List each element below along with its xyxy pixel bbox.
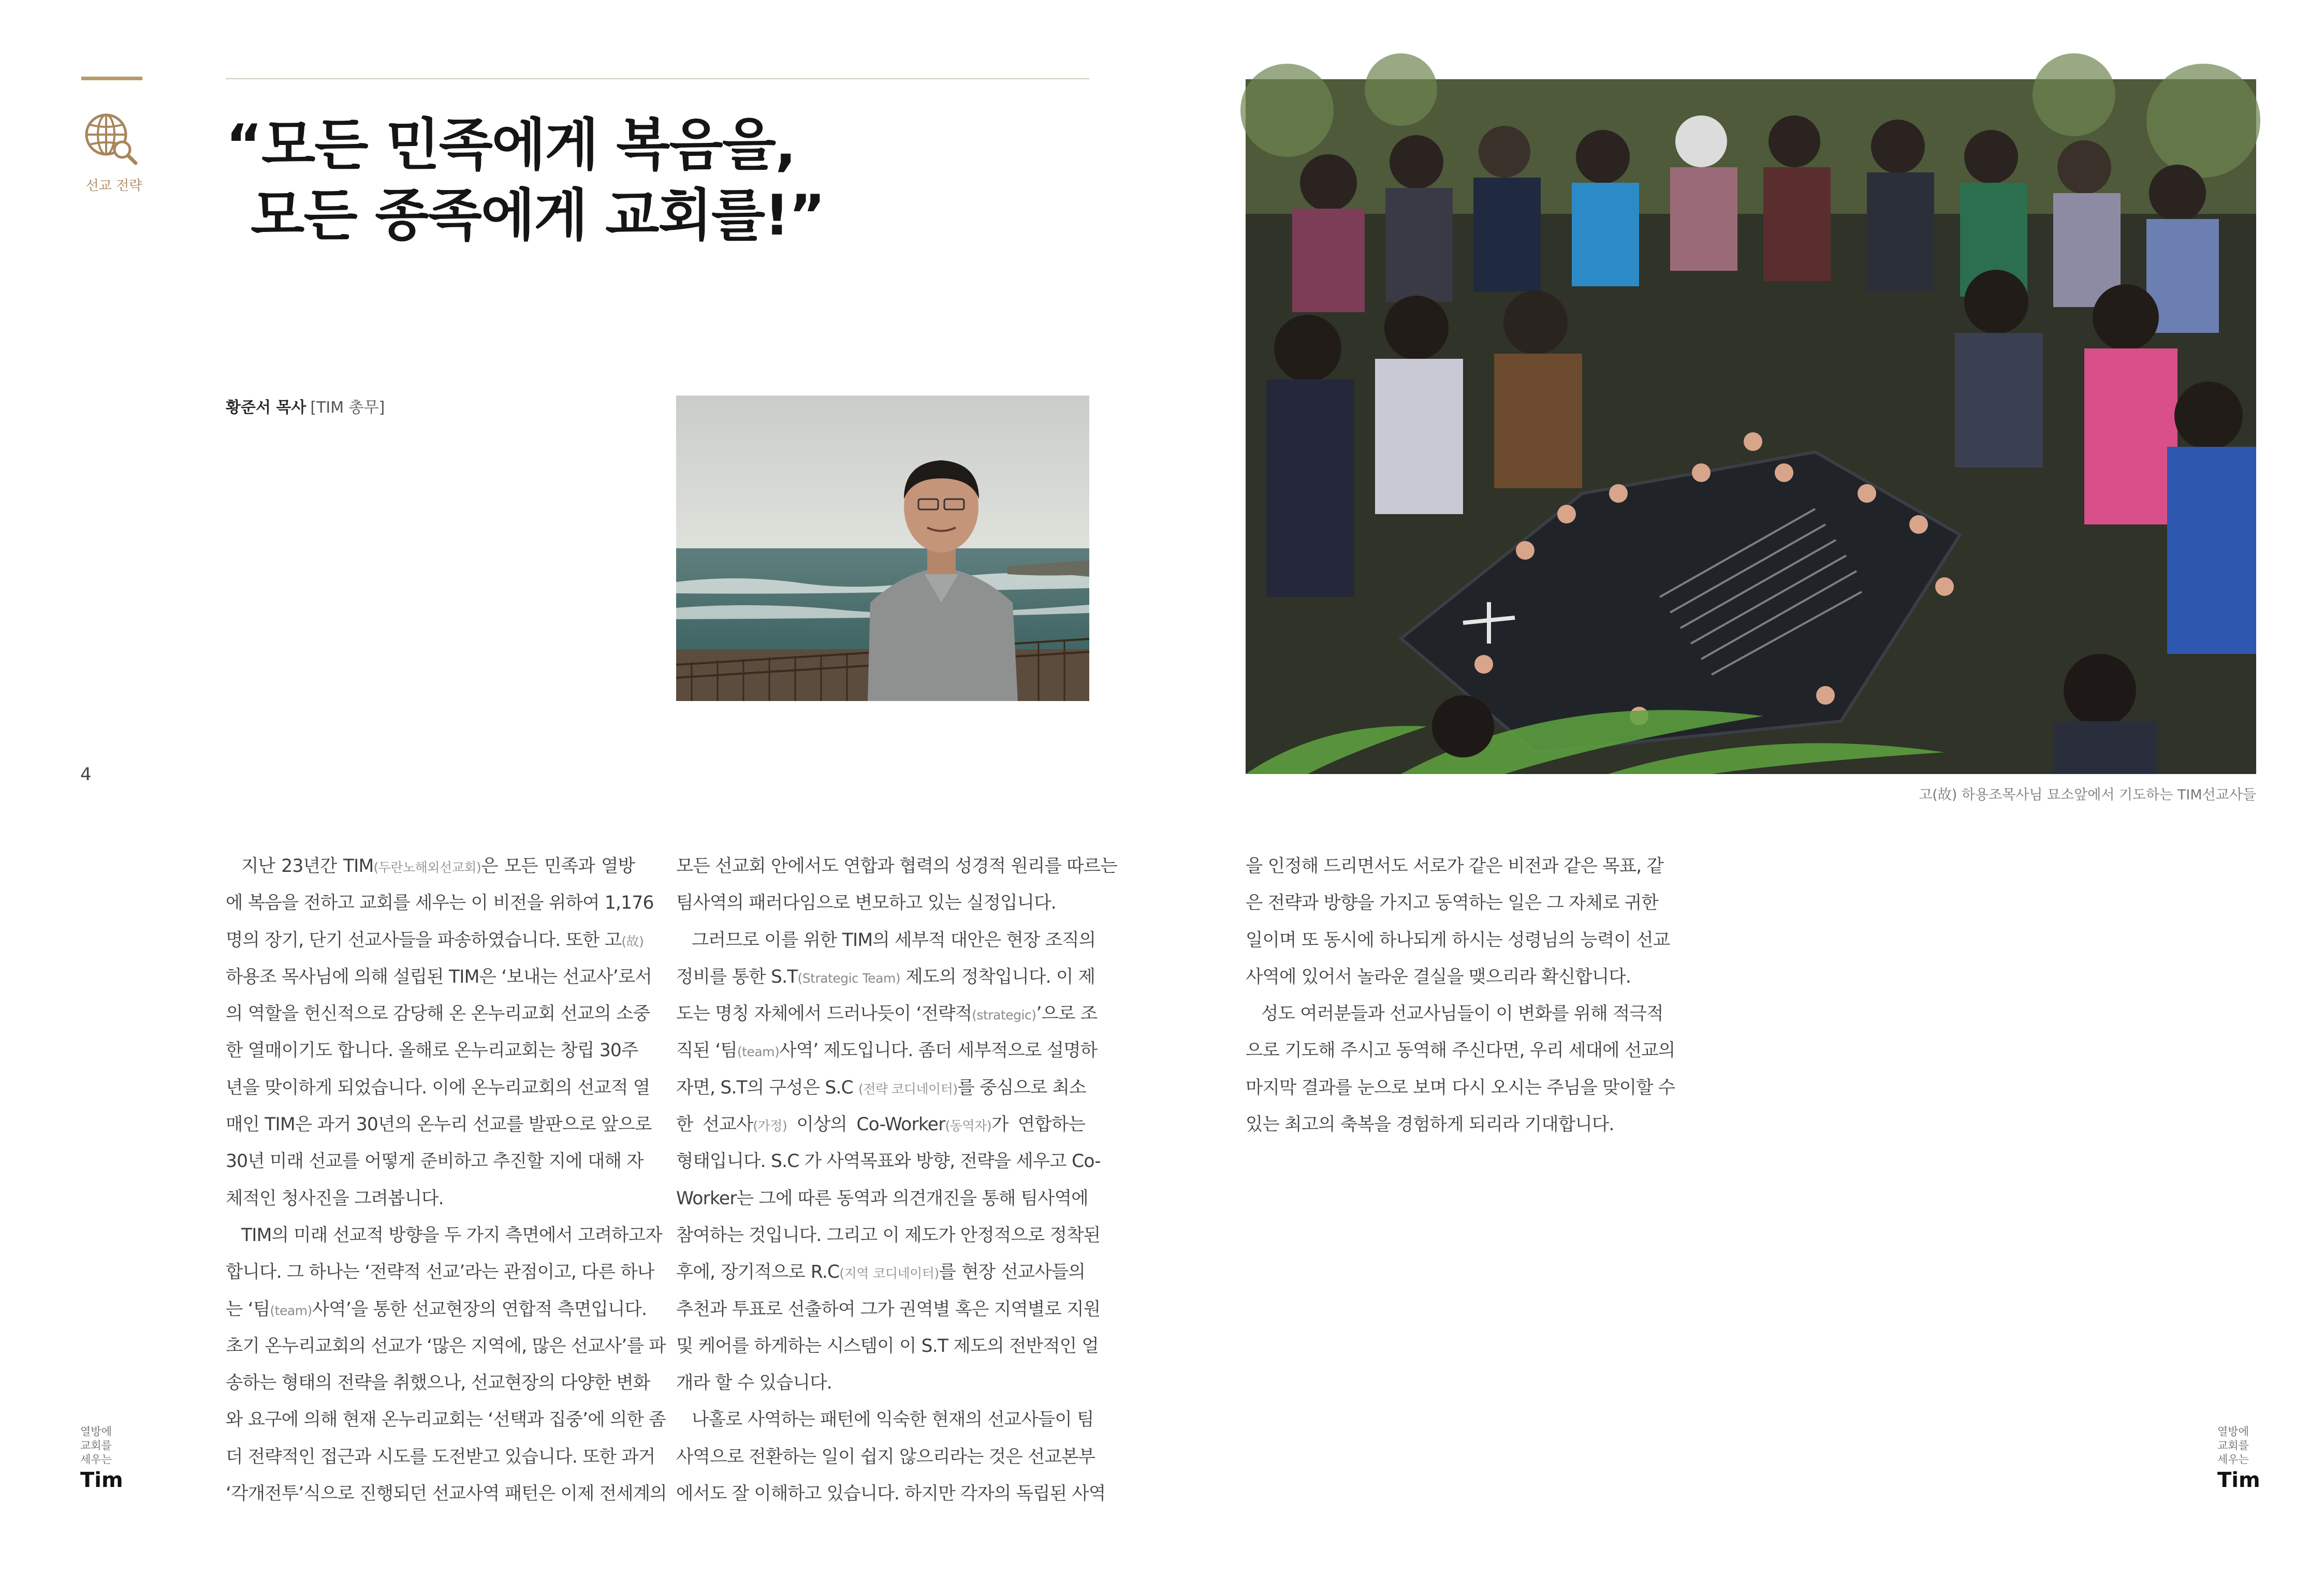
headline-line-2: 모든 종족에게 교회를!”: [251, 183, 825, 248]
body-text: 은 모든 민족과 열방: [481, 856, 635, 877]
body-line: [676, 1291, 1101, 1328]
body-line: [1246, 848, 1664, 885]
body-annotation: (strategic): [972, 1008, 1036, 1023]
body-line: [226, 1180, 635, 1217]
body-line: [226, 1254, 654, 1291]
body-text: 하용조 목사님에 의해 설립된 TIM은 ‘보내는 선교사’로서: [226, 966, 652, 987]
body-line: [676, 996, 1098, 1032]
body-line: [226, 959, 652, 996]
body-text: 를 현장 선교사들의: [939, 1262, 1085, 1283]
brand-tag-line: 세우는: [80, 1453, 112, 1466]
body-text: 명의 장기, 단기 선교사들을 파송하였습니다. 또한 고: [226, 929, 622, 951]
body-line: [226, 1032, 638, 1069]
body-text: 팀사역의 패러다임으로 변모하고 있는 실정입니다.: [676, 893, 1056, 914]
body-line: [676, 848, 1117, 885]
body-text: 정비를 통한 S.T: [676, 966, 798, 987]
body-line: [1246, 885, 1658, 922]
body-text: 를 중심으로 최소: [957, 1077, 1086, 1098]
body-text: 는 ‘팀: [226, 1299, 270, 1320]
body-line: [226, 885, 654, 922]
brand-tag-line: 교회를: [80, 1439, 112, 1452]
body-annotation: (Strategic Team): [797, 970, 901, 986]
body-column-1: [226, 848, 667, 1512]
body-line: [676, 1402, 1094, 1438]
brand-tag-line: 열방에: [80, 1425, 112, 1438]
body-line: [1246, 959, 1655, 996]
body-line: [1246, 1070, 1675, 1106]
body-text: ‘각개전투’식으로 진행되던 선교사역 패턴은 이제 전세계의: [226, 1483, 667, 1505]
body-text: 및 케어를 하게하는 시스템이 이 S.T 제도의 전반적인 얼: [676, 1335, 1099, 1356]
body-annotation: (동역자): [945, 1118, 992, 1134]
body-line: [226, 1402, 666, 1438]
body-text: 추천과 투표로 선출하여 그가 권역별 혹은 지역별로 지원: [676, 1299, 1101, 1320]
body-text: 그러므로 이를 위한 TIM의 세부적 대안은 현장 조직의: [692, 929, 1096, 951]
body-text: 한 선교사: [676, 1114, 753, 1135]
body-line: [226, 1439, 655, 1476]
body-text: 으로 기도해 주시고 동역해 주신다면, 우리 세대에 선교의: [1246, 1040, 1675, 1061]
body-text: 모든 선교회 안에서도 연합과 협력의 성경적 원리를 따르는: [676, 856, 1117, 877]
body-text: 일이며 또 동시에 하나되게 하시는 성령님의 능력이 선교: [1246, 929, 1670, 951]
body-text: 합니다. 그 하나는 ‘전략적 선교’라는 관점이고, 다른 하나: [226, 1262, 654, 1283]
body-line: [226, 1106, 652, 1143]
body-line: [226, 1365, 650, 1402]
body-text: 나홀로 사역하는 패턴에 익숙한 현재의 선교사들이 팀: [692, 1409, 1094, 1431]
body-text: TIM의 미래 선교적 방향을 두 가지 측면에서 고려하고자: [241, 1224, 662, 1246]
body-text: 직된 ‘팀: [676, 1040, 737, 1061]
body-line: [676, 1365, 1085, 1402]
section-label: 선교 전략: [85, 178, 142, 194]
author-byline: [226, 395, 385, 417]
body-text: 사역에 있어서 놀라운 결실을 맺으리라 확신합니다.: [1246, 966, 1631, 987]
body-line: [676, 1032, 1098, 1069]
brand-left: [80, 1425, 132, 1493]
body-text: 성도 여러분들과 선교사님들이 이 변화를 위해 적극적: [1261, 1003, 1663, 1025]
body-line: [676, 885, 1085, 922]
body-text: 매인 TIM은 과거 30년의 온누리 선교를 발판으로 앞으로: [226, 1114, 652, 1135]
author-portrait-photo: [676, 396, 1089, 701]
body-line: [676, 1254, 1085, 1291]
body-line: [676, 1439, 1095, 1476]
brand-logo: Tim: [80, 1468, 123, 1492]
body-text: 지난 23년간 TIM: [241, 856, 374, 877]
body-line: [676, 1328, 1099, 1365]
brand-tag-line: 세우는: [2217, 1453, 2249, 1466]
brand-right: [2217, 1425, 2269, 1493]
body-text: 있는 최고의 축복을 경험하게 되리라 기대합니다.: [1246, 1114, 1614, 1135]
body-text: 마지막 결과를 눈으로 보며 다시 오시는 주님을 맞이할 수: [1246, 1077, 1675, 1098]
section-rule: [81, 77, 142, 80]
body-text: 에서도 잘 이해하고 있습니다. 하지만 각자의 독립된 사역: [676, 1483, 1106, 1505]
body-annotation: (지역 코디네이터): [839, 1266, 939, 1281]
body-column-3: [1246, 848, 1675, 1143]
body-line: [226, 1476, 667, 1512]
photo-caption: 고(故) 하용조목사님 묘소앞에서 기도하는 TIM선교사들: [1919, 787, 2256, 803]
body-text: 년을 맞이하게 되었습니다. 이에 온누리교회의 선교적 열: [226, 1077, 650, 1098]
brand-tag-line: 열방에: [2217, 1425, 2249, 1438]
body-line: [226, 1291, 647, 1328]
body-text: 에 복음을 전하고 교회를 세우는 이 비전을 위하여 1,176: [226, 893, 654, 914]
header-rule: [226, 78, 1089, 79]
brand-logo: Tim: [2217, 1468, 2260, 1492]
body-text: 초기 온누리교회의 선교가 ‘많은 지역에, 많은 선교사’를 파: [226, 1335, 666, 1356]
body-line: [1246, 922, 1670, 959]
body-text: 형태입니다. S.C 가 사역목표와 방향, 전략을 세우고 Co-: [676, 1151, 1101, 1172]
body-line: [226, 996, 650, 1032]
body-line: [1246, 996, 1663, 1032]
body-annotation: (전략 코디네이터): [858, 1081, 958, 1097]
body-annotation: (가정): [753, 1118, 787, 1134]
body-line: [676, 1143, 1101, 1180]
body-text: 을 인정해 드리면서도 서로가 같은 비전과 같은 목표, 같: [1246, 856, 1664, 877]
body-line: [226, 1328, 666, 1365]
body-annotation: (team): [270, 1303, 312, 1318]
body-text: 한 열매이기도 합니다. 올해로 온누리교회는 창립 30주: [226, 1040, 638, 1061]
body-line: [676, 1180, 1088, 1217]
body-text: 제도의 정착입니다. 이 제: [900, 966, 1095, 987]
body-text: Worker는 그에 따른 동역과 의견개진을 통해 팀사역에: [676, 1188, 1088, 1209]
body-line: [676, 922, 1096, 959]
body-text: 30년 미래 선교를 어떻게 준비하고 추진할 지에 대해 자: [226, 1151, 644, 1172]
body-text: 이상의 Co-Worker: [787, 1114, 945, 1135]
body-text: 사역’ 제도입니다. 좀더 세부적으로 설명하: [779, 1040, 1098, 1061]
body-line: [1246, 1032, 1675, 1069]
body-line: [226, 1217, 662, 1254]
body-line: [676, 1217, 1101, 1254]
body-column-2: [676, 848, 1117, 1512]
body-annotation: (team): [737, 1044, 780, 1060]
body-text: 은 전략과 방향을 가지고 동역하는 일은 그 자체로 귀한: [1246, 893, 1658, 914]
page-number: 4: [80, 764, 92, 785]
body-text: 도는 명칭 자체에서 드러나듯이 ‘전략적: [676, 1003, 972, 1025]
body-line: [226, 1143, 644, 1180]
body-text: 사역’을 통한 선교현장의 연합적 측면입니다.: [312, 1299, 647, 1320]
author-name: 황준서 목사: [226, 399, 306, 417]
body-line: [1246, 1106, 1655, 1143]
body-text: 체적인 청사진을 그려봅니다.: [226, 1188, 444, 1209]
body-line: [676, 1106, 1085, 1143]
body-line: [676, 1070, 1085, 1106]
body-text: 참여하는 것입니다. 그리고 이 제도가 안정적으로 정착된: [676, 1224, 1101, 1246]
body-line: [226, 848, 635, 885]
body-line: [676, 1476, 1106, 1512]
body-line: [226, 922, 644, 959]
body-text: 후에, 장기적으로 R.C: [676, 1262, 840, 1283]
group-prayer-photo: [1246, 79, 2256, 774]
brand-tag-line: 교회를: [2217, 1439, 2249, 1452]
body-annotation: (두란노해외선교회): [373, 860, 481, 875]
body-annotation: (故): [621, 933, 644, 949]
body-text: 의 역할을 헌신적으로 감당해 온 온누리교회 선교의 소중: [226, 1003, 650, 1025]
body-line: [676, 959, 1095, 996]
body-text: ’으로 조: [1036, 1003, 1098, 1025]
headline-line-1: “모든 민족에게 복음을,: [226, 113, 796, 178]
author-role: [TIM 총무]: [310, 399, 385, 417]
globe-search-icon: [82, 110, 139, 167]
body-text: 와 요구에 의해 현재 온누리교회는 ‘선택과 집중’에 의한 좀: [226, 1409, 666, 1431]
body-text: 더 전략적인 접근과 시도를 도전받고 있습니다. 또한 과거: [226, 1446, 655, 1467]
body-line: [226, 1070, 650, 1106]
headline: [226, 110, 1106, 251]
body-text: 자면, S.T의 구성은 S.C: [676, 1077, 859, 1098]
body-text: 송하는 형태의 전략을 취했으나, 선교현장의 다양한 변화: [226, 1373, 650, 1394]
body-text: 개라 할 수 있습니다.: [676, 1373, 832, 1394]
body-text: 사역으로 전환하는 일이 쉽지 않으리라는 것은 선교본부: [676, 1446, 1095, 1467]
body-text: 가 연합하는: [991, 1114, 1085, 1135]
